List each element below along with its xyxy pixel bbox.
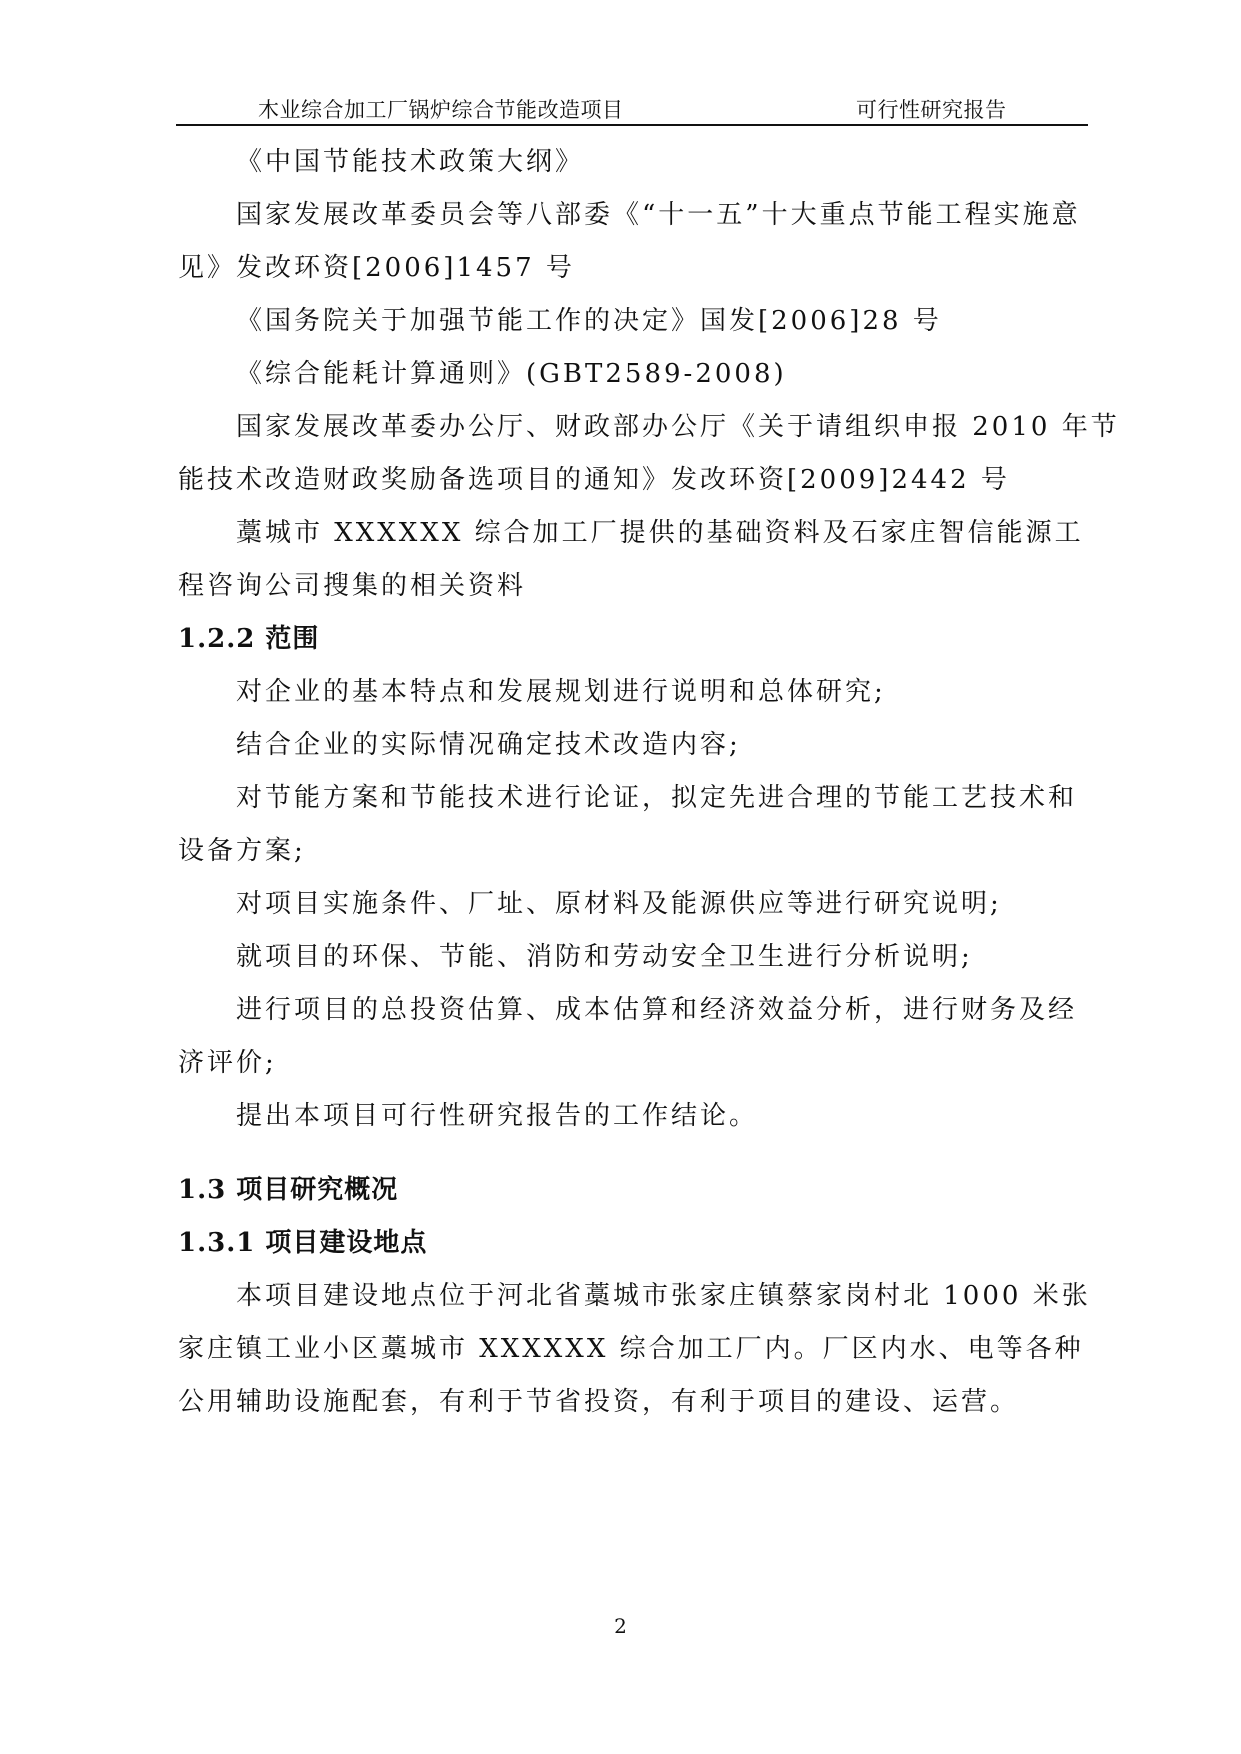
- text-line: 结合企业的实际情况确定技术改造内容;: [236, 730, 741, 760]
- text-line: 程咨询公司搜集的相关资料: [178, 571, 527, 601]
- text-line: 公用辅助设施配套，有利于节省投资，有利于项目的建设、运营。: [178, 1387, 1020, 1417]
- text-line: 本项目建设地点位于河北省藁城市张家庄镇蔡家岗村北 1000 米张: [236, 1281, 1091, 1311]
- header-report-type: 可行性研究报告: [856, 98, 1007, 122]
- text-line: 提出本项目可行性研究报告的工作结论。: [236, 1101, 759, 1131]
- header-project-title: 木业综合加工厂锅炉综合节能改造项目: [258, 98, 624, 122]
- text-line: 对企业的基本特点和发展规划进行说明和总体研究;: [236, 677, 886, 707]
- text-line: 就项目的环保、节能、消防和劳动安全卫生进行分析说明;: [236, 942, 973, 972]
- text-line: 设备方案;: [178, 836, 306, 866]
- text-line: 藁城市 XXXXXX 综合加工厂提供的基础资料及石家庄智信能源工: [236, 518, 1084, 548]
- text-line: 进行项目的总投资估算、成本估算和经济效益分析，进行财务及经: [236, 995, 1078, 1025]
- page-number: 2: [614, 1614, 627, 1638]
- text-line: 《综合能耗计算通则》(GBT2589-2008): [236, 359, 787, 389]
- page-header: [176, 92, 1088, 126]
- section-heading-1-3-1: 1.3.1 项目建设地点: [178, 1228, 428, 1258]
- text-line: 国家发展改革委办公厅、财政部办公厅《关于请组织申报 2010 年节: [236, 412, 1120, 442]
- text-line: 对项目实施条件、厂址、原材料及能源供应等进行研究说明;: [236, 889, 1002, 919]
- text-line: 国家发展改革委员会等八部委《“十一五”十大重点节能工程实施意: [236, 200, 1081, 230]
- text-line: 《中国节能技术政策大纲》: [236, 147, 585, 177]
- section-heading-1-2-2: 1.2.2 范围: [178, 624, 320, 654]
- text-line: 能技术改造财政奖励备选项目的通知》发改环资[2009]2442 号: [178, 465, 1010, 495]
- text-line: 见》发改环资[2006]1457 号: [178, 253, 575, 283]
- text-line: 对节能方案和节能技术进行论证，拟定先进合理的节能工艺技术和: [236, 783, 1078, 813]
- text-line: 家庄镇工业小区藁城市 XXXXXX 综合加工厂内。厂区内水、电等各种: [178, 1334, 1084, 1364]
- text-line: 济评价;: [178, 1048, 277, 1078]
- section-heading-1-3: 1.3 项目研究概况: [178, 1175, 399, 1205]
- text-line: 《国务院关于加强节能工作的决定》国发[2006]28 号: [236, 306, 942, 336]
